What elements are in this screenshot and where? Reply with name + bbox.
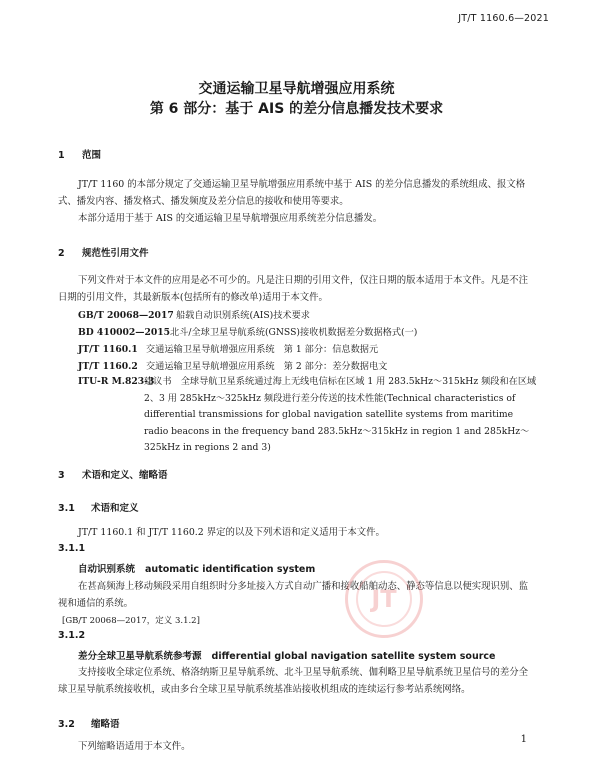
section-2-heading — [58, 245, 149, 259]
reference-item — [78, 307, 310, 321]
section-number: 1 — [58, 150, 65, 161]
section-3-heading — [58, 467, 168, 481]
section-1-heading — [58, 147, 101, 161]
section-2-intro: 下列文件对于本文件的应用是必不可少的。凡是注日期的引用文件，仅注日期的版本适用于本文件。凡是不注日期的引用文件，其最新版本(包括所有的修改单)适用于本文件。 — [58, 275, 529, 303]
term-number: 3.1.2 — [58, 630, 86, 641]
reference-item — [78, 358, 387, 372]
reference-code: JT/T 1160.2 — [78, 361, 138, 372]
watermark-stamp — [345, 560, 423, 638]
reference-item-itu — [78, 374, 538, 457]
term-source: [GB/T 20068—2017，定义 3.1.2] — [62, 616, 200, 626]
reference-title: 船载自动识别系统(AIS)技术要求 — [176, 310, 310, 321]
reference-item — [78, 341, 378, 355]
section-number: 3 — [58, 470, 65, 481]
reference-code: BD 410002—2015 — [78, 327, 171, 338]
section-title: 范围 — [82, 150, 102, 161]
page-number: 1 — [520, 734, 527, 745]
term-definition: 支持接收全球定位系统、格洛纳斯卫星导航系统、北斗卫星导航系统、伽利略卫星导航系统卫星信号的差分全球卫星导航系统接收机，或由多台全球卫星导航系统基准站接收机组成的连续运行参考站系统网络。 — [58, 667, 529, 695]
reference-code: GB/T 20068—2017 — [78, 310, 174, 321]
term-entry — [78, 648, 495, 662]
reference-title: 交通运输卫星导航增强应用系统 第 1 部分：信息数据元 — [146, 344, 379, 355]
reference-code: ITU-R M.823-3 — [78, 376, 155, 387]
term-en: automatic identification system — [145, 564, 316, 575]
section-3-2-intro: 下列缩略语适用于本文件。 — [78, 741, 191, 752]
section-number: 3.2 — [58, 719, 75, 730]
term-entry — [78, 561, 315, 575]
term-definition: 在甚高频海上移动频段采用自组织时分多址接入方式自动广播和接收船舶动态、静态等信息以便实现识别、监视和通信的系统。 — [58, 581, 529, 609]
term-number: 3.1.1 — [58, 543, 86, 554]
reference-title: 建议书 全球导航卫星系统通过海上无线电信标在区域 1 用 283.5kHz～315kHz 频段和在区域 2、3 用 285kHz～325kHz 频段进行差分传送的技术性能(Technical characteristics of differential transmissions for global navigation satellite systems from maritime radio beacons in the frequency band 283.5kHz～315kHz in region 1 and 285kHz～325kHz in regions 2 and 3) — [144, 376, 537, 453]
term-zh: 自动识别系统 — [78, 564, 136, 575]
section-title: 缩略语 — [91, 719, 120, 730]
section-number: 3.1 — [58, 503, 75, 514]
reference-title: 交通运输卫星导航增强应用系统 第 2 部分：差分数据电文 — [146, 361, 388, 372]
document-title-line1: 交通运输卫星导航增强应用系统 — [198, 81, 395, 97]
reference-title: 北斗/全球卫星导航系统(GNSS)接收机数据差分数据格式(一) — [170, 327, 418, 338]
stamp-logo-text: JT — [356, 571, 412, 627]
section-title: 术语和定义 — [91, 503, 139, 514]
section-3-2-heading — [58, 716, 120, 730]
reference-item — [78, 324, 417, 338]
reference-code: JT/T 1160.1 — [78, 344, 138, 355]
section-3-1-intro: JT/T 1160.1 和 JT/T 1160.2 界定的以及下列术语和定义适用于本文件。 — [78, 527, 385, 538]
standard-number: JT/T 1160.6—2021 — [458, 13, 549, 24]
section-number: 2 — [58, 248, 65, 259]
term-zh: 差分全球卫星导航系统参考源 — [78, 651, 202, 662]
section-3-1-heading — [58, 500, 139, 514]
section-title: 术语和定义、缩略语 — [82, 470, 168, 481]
section-title: 规范性引用文件 — [82, 248, 149, 259]
section-1-paragraph-2: 本部分适用于基于 AIS 的交通运输卫星导航增强应用系统差分信息播发。 — [78, 213, 383, 224]
document-title-line2: 第 6 部分：基于 AIS 的差分信息播发技术要求 — [149, 101, 444, 117]
section-1-paragraph-1: JT/T 1160 的本部分规定了交通运输卫星导航增强应用系统中基于 AIS 的差分信息播发的系统组成、报文格式、播发内容、播发格式、播发频度及差分信息的接收和使用等要求。 — [58, 179, 526, 207]
term-en: differential global navigation satellite system source — [211, 651, 496, 662]
